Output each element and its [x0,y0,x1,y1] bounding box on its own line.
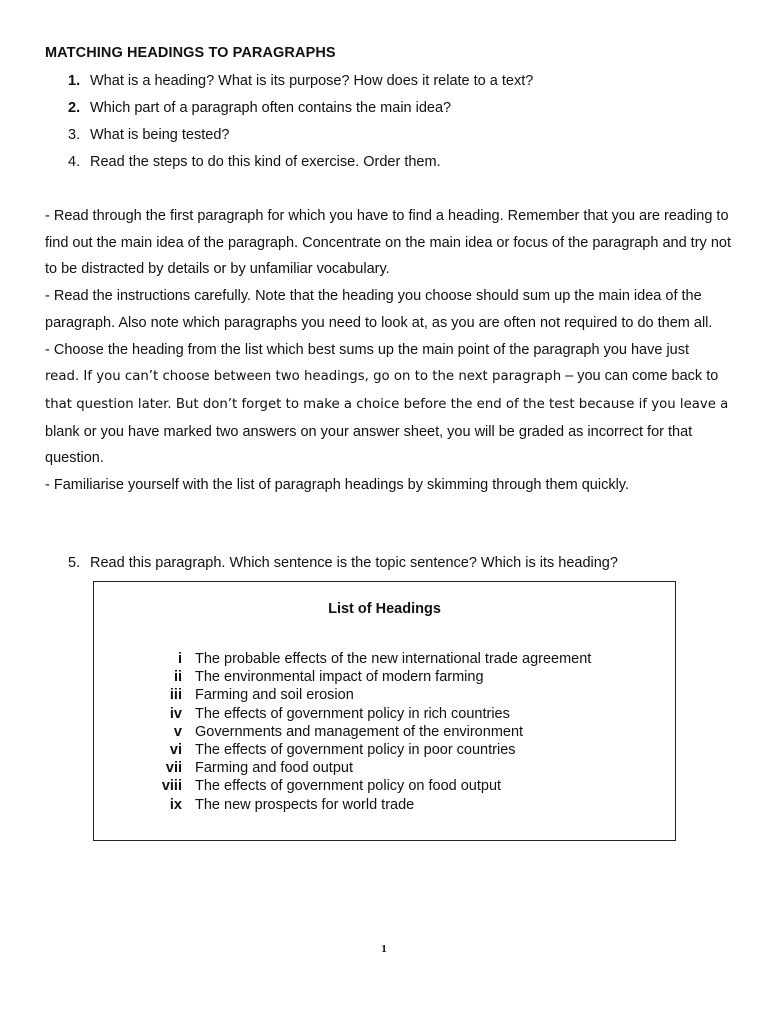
step-paragraph: - Read the instructions carefully. Note that the heading you choose should sum up the main idea of the paragraph. Also note which paragraphs you need to look at, as you are often not required to do them all. [45,288,713,331]
question-number: 1. [68,73,81,89]
heading-numeral: vii [165,760,182,777]
headings-box [93,581,676,841]
heading-text: Farming and food output [195,760,353,777]
heading-item [134,705,591,723]
question-item [68,72,728,99]
step-text: blank or you have marked two answers on your answer sheet, you will be graded as incorrect for that question. [45,423,693,467]
heading-item [134,686,591,704]
step-paragraph [45,337,735,473]
heading-numeral: iii [169,687,182,704]
heading-text: Governments and management of the environment [195,723,524,740]
question-number: 2. [68,100,81,116]
heading-text: The environmental impact of modern farming [195,669,484,686]
step-paragraph: - Familiarise yourself with the list of paragraph headings by skimming through them quickly. [45,477,630,494]
question-item [68,153,728,180]
exercise-steps [45,203,735,499]
heading-item [134,796,591,814]
question-text: Which part of a paragraph often contains the main idea? [90,100,452,116]
heading-numeral: vi [169,741,182,758]
heading-item [134,723,591,741]
step-text: read. If you can’t choose between two headings, go on to the next paragraph [45,369,562,385]
question-text: What is a heading? What is its purpose? How does it relate to a text? [90,73,534,89]
heading-item [134,668,591,686]
heading-numeral: ii [173,669,182,686]
question-number: 4. [68,154,81,170]
question-item [68,126,728,153]
heading-text: The new prospects for world trade [195,796,415,813]
heading-item [134,741,591,759]
step-paragraph: - Read through the first paragraph for which you have to find a heading. Remember that you are reading to find out the main idea of the paragraph. Concentrate on the main idea or focus of the paragraph and try not to be distracted by details or by unfamiliar vocabulary. [45,208,731,278]
question-number: 3. [68,127,81,143]
heading-item [134,759,591,777]
question-text: What is being tested? [90,127,230,143]
question-text: Read the steps to do this kind of exercise. Order them. [90,154,441,170]
heading-item [134,777,591,795]
heading-numeral: i [177,651,182,667]
step-text: - Choose the heading from the list which best sums up the main point of the paragraph you have just [45,341,690,358]
heading-numeral: ix [169,796,182,813]
headings-list [134,650,591,814]
heading-text: The effects of government policy in poor countries [195,741,516,758]
question-item [68,99,728,126]
heading-text: The probable effects of the new international trade agreement [195,651,592,667]
question-item [68,555,618,571]
step-text: – you can come back to [561,368,719,385]
heading-numeral: iv [169,705,182,722]
heading-numeral: viii [161,778,182,795]
page-number: 1 [381,943,387,955]
step-text: that question later. But don’t forget to make a choice before the end of the test because if you leave a [45,396,729,412]
question-text: Read this paragraph. Which sentence is the topic sentence? Which is its heading? [90,555,618,571]
headings-box-title: List of Headings [328,601,441,617]
heading-text: The effects of government policy in rich countries [195,705,510,722]
heading-text: The effects of government policy on food output [195,778,502,795]
page-title: MATCHING HEADINGS TO PARAGRAPHS [45,45,336,61]
heading-numeral: v [173,723,182,740]
heading-text: Farming and soil erosion [195,687,354,704]
question-list [68,72,728,180]
question-number: 5. [68,555,81,571]
heading-item [134,650,591,668]
